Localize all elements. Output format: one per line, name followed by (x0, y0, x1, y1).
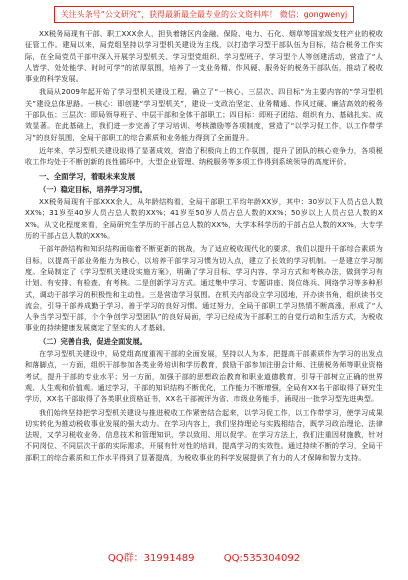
subsection-heading-1: （一）稳定目标，培养学习习惯。 (39, 184, 147, 194)
footer-qq-user: QQ:535304092 (223, 553, 301, 564)
document-body (25, 28, 383, 465)
paragraph-1-1: XX税务局现有干部XXX余人，从年龄结构看，全局干部职工平均年龄XX岁，其中：30岁以下人员占总人数XX%；31岁至40岁人员占总人数的XX%；41岁至50岁人员占总人数的XX%；50岁以上人员占总人数的XX%。从文化程度来看，全局研究生学历的干部占总人数的XX%，大学本科学历的干部占总人数的XX%，大专学历的干部占总人数的XX%。 (25, 197, 383, 241)
header-banner (0, 6, 408, 23)
footer-qq-group: QQ群：31991489 (107, 553, 195, 564)
paragraph-2-1: 在学习型机关建设中，局党组高度重视干部的全面发展，坚持以人为本，把提高干部素质作为学习的出发点和落脚点，一方面，组织干部参加各类业务培训和学历教育，鼓励干部参加注册会计师、注册税务师等职业资格考试，提升干部的专业水平；另一方面，加强干部的思想政治教育和职业道德教育，引导干部树立正确的世界观、人生观和价值观。通过学习，干部的知识结构不断优化，工作能力不断增强，全局有XX名干部取得了研究生学历，XX名干部取得了各类职业资格证书，XX名干部被评为省、市级业务能手，涌现出一批学习型先进典型。 (25, 349, 383, 404)
intro-paragraph-2: 我局从2009年起开始了学习型机关建设工程，确立了“一核心、三层次、四目标”为主要内容的“学习型机关”建设总体思路。一核心：即创建“学习型机关”，建设一支政治坚定、业务精通、作风过硬、廉洁高效的税务干部队伍；三层次：即局领导班子、中层干部和全体干部职工；四目标：即班子团结、组织有力、基础扎实、成效显著。在此基础上，我们进一步完善了学习培训、考核激励等各项制度，营造了“以学习促工作，以工作带学习”的良好氛围，全局干部职工的综合素质和业务能力得到了全面提升。 (25, 87, 383, 142)
subsection-heading-2: （二）完善自我，促进全面发展。 (39, 336, 147, 346)
section-heading: 一、全面学习，着眼未来发展 (39, 171, 136, 181)
paragraph-2-2: 我们始终坚持把学习型机关建设与推进税收工作紧密结合起来，以学习促工作，以工作带学习，使学习成果切实转化为推动税收事业发展的强大动力。在学习内容上，我们坚持理论与实践相结合，既学习政治理论、法律法规，又学习税收业务、信息技术和管理知识，学以致用、用以促学。在学习方法上，我们注重因材施教，针对不同岗位、不同层次干部的实际需求，开展有针对性的培训，提高学习的实效性。通过持续不断的学习，全局干部职工的综合素质和工作水平得到了显著提高，为税收事业的科学发展提供了有力的人才保障和智力支持。 (25, 407, 383, 462)
intro-paragraph-3: 近年来，学习型机关建设取得了显著成效，营造了积极向上的工作氛围，提升了团队的核心竞争力，各项税收工作均处于不断创新的良性循环中，大型企业管理、纳税服务等多项工作得到系统领导的高度评价。 (25, 145, 383, 167)
banner-text: 关注头条号“公文研究”，获得最新最全最专业的公文资料库！ 微信：gongwenyj (54, 6, 354, 23)
footer-contact (0, 552, 408, 566)
paragraph-1-2: 干部年龄结构和知识结构面临着不断更新的挑战，为了适应税收现代化的要求，我们以提升干部综合素质为目标，以提高干部业务能力为核心，以培养干部学习习惯为切入点，建立了长效的学习机制。一是建立学习制度。全局制定了《学习型机关建设实施方案》，明确了学习目标、学习内容、学习方式和考核办法，做到学习有计划、有安排、有检查、有考核。二是创新学习方式。通过集中学习、专题讲座、岗位练兵、网络学习等多种形式，调动干部学习的积极性和主动性。三是营造学习氛围。在机关内部设立学习园地，开办读书角，组织读书交流会，引导干部养成勤于学习、善于学习的良好习惯。通过努力，全局干部职工学习热情不断高涨，形成了“人人争当学习型干部，个个争创学习型团队”的良好局面，学习已经成为干部职工的自觉行动和生活方式，为税收事业的持续健康发展奠定了坚实的人才基础。 (25, 244, 383, 333)
intro-paragraph-1: XX税务局现有干部、职工XXX余人，担负着辖区内金融、保险、电力、石化、烟草等国家级支柱产业的税收征管工作。建局以来，局党组坚持以学习型机关建设为主线，以打造学习型干部队伍为目标，结合税务工作实际，在全局党员干部中深入开展学习型机关、学习型党组织、学习型班子、学习型个人等创建活动，营造了“人人皆学、处处能学、时时可学”的浓厚氛围，培养了一支业务精、作风硬、服务好的税务干部队伍，推动了税收事业的科学发展。 (25, 29, 383, 84)
